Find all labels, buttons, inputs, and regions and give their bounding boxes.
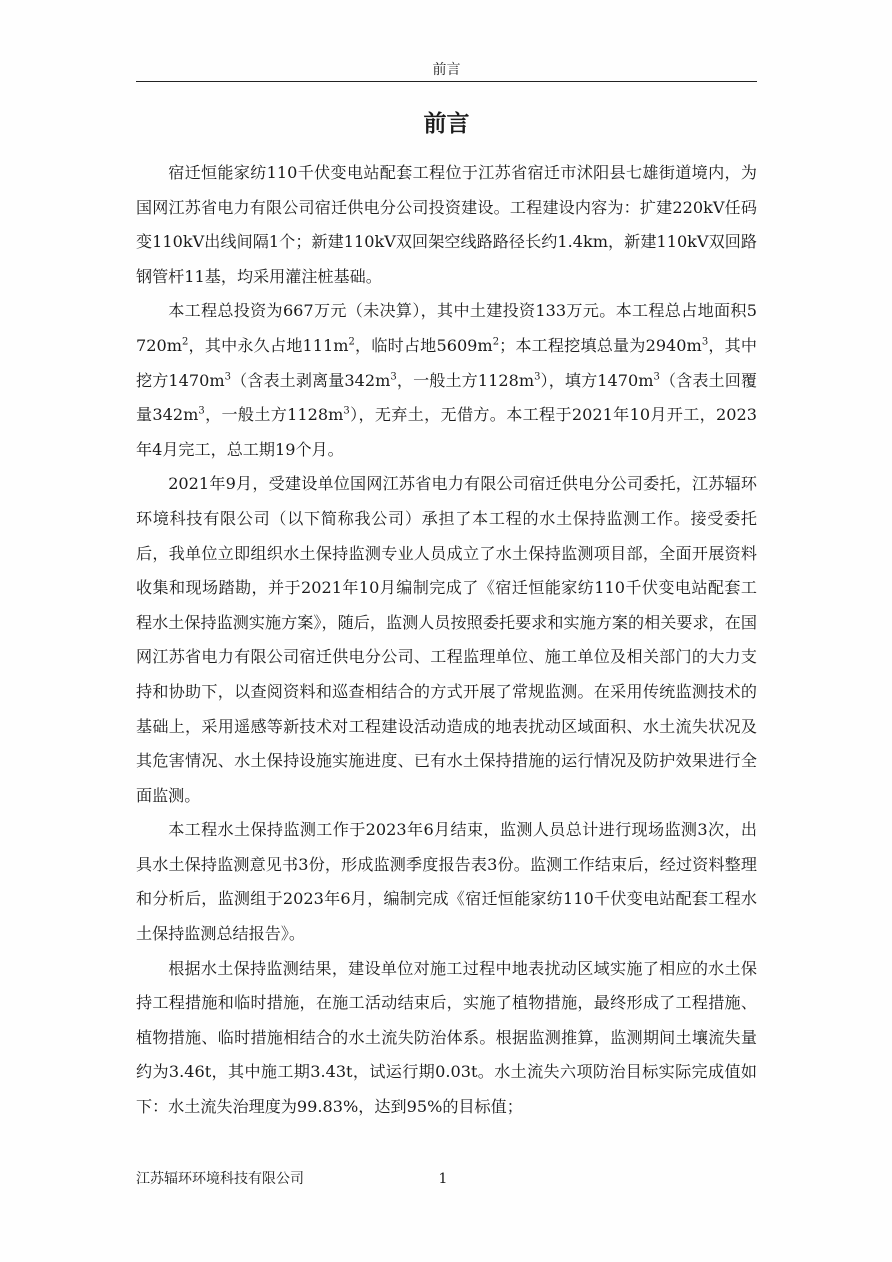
unit-exponent: 3 (390, 371, 397, 383)
page-number: 1 (438, 1171, 448, 1187)
body-text (136, 156, 757, 1125)
footer-company-name: 江苏辐环环境科技有限公司 (136, 1171, 304, 1187)
page-title: 前言 (423, 110, 470, 137)
unit-exponent: 2 (492, 336, 500, 348)
header-divider (136, 81, 757, 82)
paragraph-monitoring-commission (136, 467, 757, 813)
text-run: ，其中挖方1470m (136, 335, 758, 390)
unit-exponent: 3 (198, 405, 205, 417)
text-run: ；本工程挖填总量为2940m (499, 335, 702, 355)
paragraph-monitoring-completion (136, 813, 757, 951)
unit-exponent: 2 (181, 336, 189, 348)
text-run: 本工程水土保持监测工作于2023年6月结束，监测人员总计进行现场监测3次，出具水土保持监测意见书3份，形成监测季度报告表3份。监测工作结束后，经过资料整理和分析后，监测组于2023年6月，编制完成《宿迁恒能家纺110千伏变电站配套工程水土保持监测总结报告》。 (136, 820, 757, 944)
unit-exponent: 3 (343, 405, 350, 417)
text-run: 2021年9月，受建设单位国网江苏省电力有限公司宿迁供电分公司委托，江苏辐环环境科技有限公司（以下简称我公司）承担了本工程的水土保持监测工作。接受委托后，我单位立即组织水土保持监测专业人员成立了水土保持监测项目部，全面开展资料收集和现场踏勘，并于2021年10月编制完成了《宿迁恒能家纺110千伏变电站配套工程水土保持监测实施方案》，随后，监测人员按照委托要求和实施方案的相关要求，在国网江苏省电力有限公司宿迁供电分公司、工程监理单位、施工单位及相关部门的大力支持和协助下，以查阅资料和巡查相结合的方式开展了常规监测。在采用传统监测技术的基础上，采用遥感等新技术对工程建设活动造成的地表扰动区域面积、水土流失状况及其危害情况、水土保持设施实施进度、已有水土保持措施的运行情况及防护效果进行全面监测。 (136, 474, 757, 805)
text-run: ），填方1470m (540, 370, 654, 390)
text-run: （含表土回覆量342m (136, 370, 758, 425)
unit-exponent: 3 (653, 371, 660, 383)
unit-exponent: 2 (348, 336, 355, 348)
text-run: 宿迁恒能家纺110千伏变电站配套工程位于江苏省宿迁市沭阳县七雄街道境内，为国网江苏省电力有限公司宿迁供电分公司投资建设。工程建设内容为：扩建220kV任码变110kV出线间隔1个；新建110kV双回架空线路路径长约1.4km，新建110kV双回路钢管杆11基，均采用灌注桩基础。 (136, 163, 757, 286)
running-header: 前言 (432, 62, 461, 78)
paragraph-monitoring-results (136, 952, 757, 1125)
text-run: 本工程总投资为667万元（未决算），其中土建投资133万元。本工程总占地面积5720m (136, 301, 757, 355)
text-run: ），无弃土，无借方。本工程于2021年10月开工，2023年4月完工，总工期19个月。 (136, 405, 758, 459)
unit-exponent: 3 (224, 371, 231, 383)
text-run: ，一般土方1128m (204, 405, 344, 425)
paragraph-project-overview (136, 156, 757, 294)
text-run: （含表土剥离量342m (230, 370, 391, 390)
paragraph-investment-and-earthwork (136, 294, 757, 467)
text-run: 根据水土保持监测结果，建设单位对施工过程中地表扰动区域实施了相应的水土保持工程措施和临时措施，在施工活动结束后，实施了植物措施，最终形成了工程措施、植物措施、临时措施相结合的水土流失防治体系。根据监测推算，监测期间土壤流失量约为3.46t，其中施工期3.43t，试运行期0.03t。水土流失六项防治目标实际完成值如下：水土流失治理度为99.83%，达到95%的目标值； (136, 958, 757, 1117)
text-run: ，其中永久占地111m (188, 335, 349, 355)
text-run: ，一般土方1128m (396, 370, 535, 390)
unit-exponent: 3 (701, 336, 709, 348)
unit-exponent: 3 (534, 371, 541, 383)
text-run: ，临时占地5609m (354, 335, 493, 355)
